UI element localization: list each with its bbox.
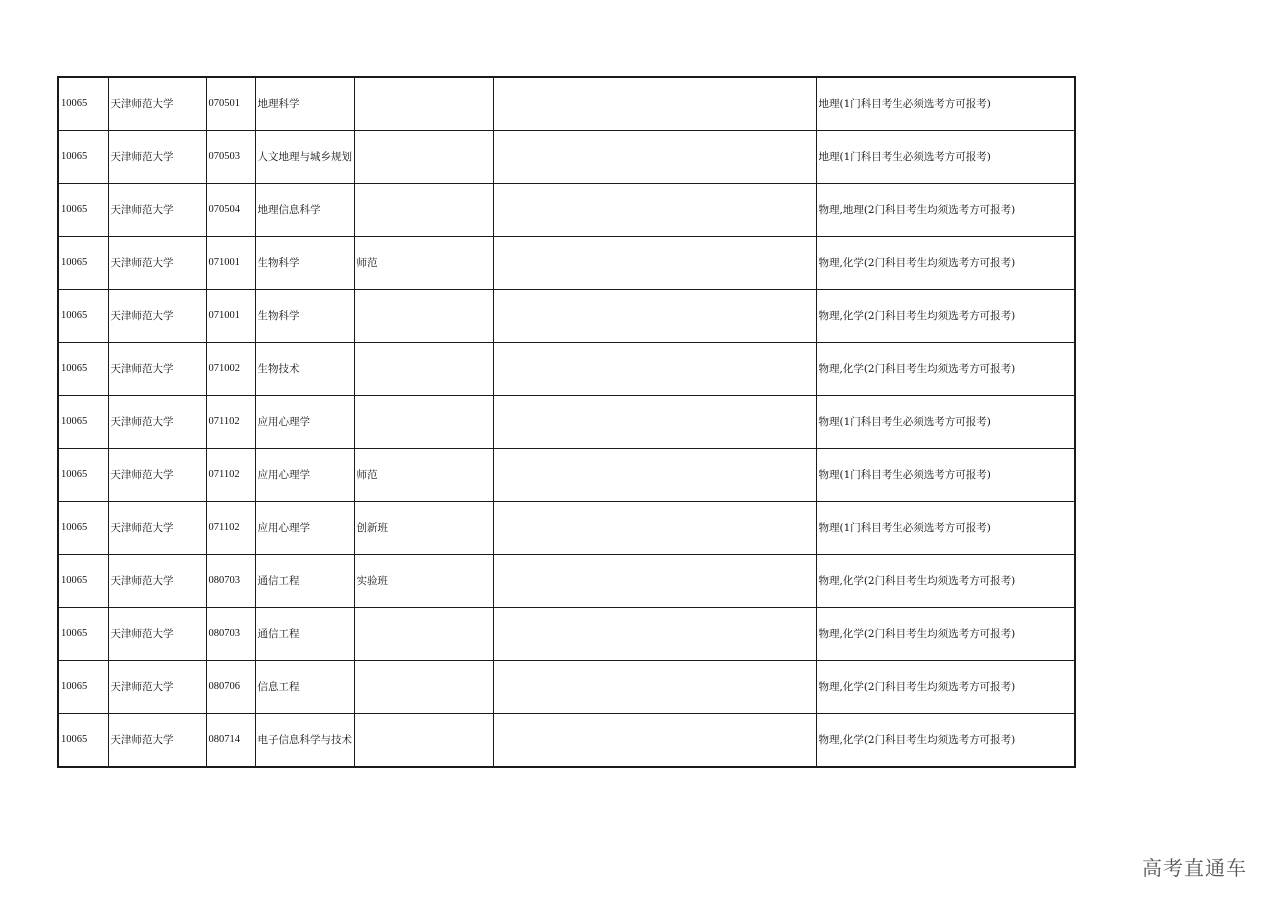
table-row (58, 131, 1075, 184)
table-row (58, 449, 1075, 502)
cell-remark (493, 184, 816, 237)
cell-major-code: 070503 (206, 131, 255, 184)
table-row (58, 237, 1075, 290)
cell-remark (493, 290, 816, 343)
cell-major-code: 071102 (206, 396, 255, 449)
cell-major-name: 生物科学 (255, 290, 354, 343)
cell-major-name: 应用心理学 (255, 396, 354, 449)
table-row (58, 290, 1075, 343)
cell-remark (493, 502, 816, 555)
cell-school-name: 天津师范大学 (108, 608, 206, 661)
cell-major-code: 071001 (206, 237, 255, 290)
table-row (58, 661, 1075, 714)
cell-major-code: 071002 (206, 343, 255, 396)
cell-subject-requirement: 地理(1门科目考生必须选考方可报考) (816, 77, 1075, 131)
cell-school-code: 10065 (58, 290, 108, 343)
subject-requirements-table (57, 76, 1076, 768)
cell-major-code: 080703 (206, 555, 255, 608)
table-row (58, 714, 1075, 768)
cell-school-code: 10065 (58, 77, 108, 131)
cell-major-code: 070504 (206, 184, 255, 237)
table-row (58, 343, 1075, 396)
cell-school-code: 10065 (58, 343, 108, 396)
cell-remark (493, 449, 816, 502)
cell-school-name: 天津师范大学 (108, 237, 206, 290)
cell-major-code: 080714 (206, 714, 255, 768)
table-row (58, 502, 1075, 555)
cell-school-name: 天津师范大学 (108, 343, 206, 396)
cell-major-name: 人文地理与城乡规划 (255, 131, 354, 184)
cell-major-name: 通信工程 (255, 608, 354, 661)
cell-major-note (354, 661, 493, 714)
cell-school-code: 10065 (58, 502, 108, 555)
cell-major-code: 071102 (206, 502, 255, 555)
cell-major-code: 071102 (206, 449, 255, 502)
cell-school-name: 天津师范大学 (108, 77, 206, 131)
cell-subject-requirement: 物理,化学(2门科目考生均须选考方可报考) (816, 343, 1075, 396)
cell-subject-requirement: 物理(1门科目考生必须选考方可报考) (816, 502, 1075, 555)
cell-remark (493, 555, 816, 608)
cell-major-note: 实验班 (354, 555, 493, 608)
cell-subject-requirement: 地理(1门科目考生必须选考方可报考) (816, 131, 1075, 184)
cell-school-name: 天津师范大学 (108, 184, 206, 237)
table-row (58, 184, 1075, 237)
cell-major-note (354, 77, 493, 131)
cell-major-name: 电子信息科学与技术 (255, 714, 354, 768)
cell-major-name: 信息工程 (255, 661, 354, 714)
cell-school-name: 天津师范大学 (108, 449, 206, 502)
cell-subject-requirement: 物理,化学(2门科目考生均须选考方可报考) (816, 714, 1075, 768)
cell-school-code: 10065 (58, 184, 108, 237)
cell-school-name: 天津师范大学 (108, 396, 206, 449)
cell-major-name: 地理科学 (255, 77, 354, 131)
cell-major-name: 地理信息科学 (255, 184, 354, 237)
cell-remark (493, 343, 816, 396)
cell-school-code: 10065 (58, 555, 108, 608)
cell-major-note (354, 343, 493, 396)
cell-remark (493, 131, 816, 184)
cell-major-name: 应用心理学 (255, 449, 354, 502)
cell-subject-requirement: 物理,化学(2门科目考生均须选考方可报考) (816, 555, 1075, 608)
cell-major-name: 生物科学 (255, 237, 354, 290)
cell-major-note (354, 184, 493, 237)
cell-subject-requirement: 物理,地理(2门科目考生均须选考方可报考) (816, 184, 1075, 237)
cell-school-code: 10065 (58, 449, 108, 502)
cell-school-name: 天津师范大学 (108, 502, 206, 555)
cell-school-name: 天津师范大学 (108, 661, 206, 714)
cell-subject-requirement: 物理,化学(2门科目考生均须选考方可报考) (816, 661, 1075, 714)
cell-major-name: 通信工程 (255, 555, 354, 608)
cell-major-code: 071001 (206, 290, 255, 343)
cell-remark (493, 661, 816, 714)
cell-remark (493, 396, 816, 449)
table-row (58, 77, 1075, 131)
cell-remark (493, 77, 816, 131)
cell-major-note (354, 608, 493, 661)
cell-major-note (354, 290, 493, 343)
cell-remark (493, 608, 816, 661)
cell-major-note (354, 131, 493, 184)
cell-major-note (354, 396, 493, 449)
table-row (58, 555, 1075, 608)
table-row (58, 396, 1075, 449)
cell-subject-requirement: 物理(1门科目考生必须选考方可报考) (816, 396, 1075, 449)
cell-major-code: 080706 (206, 661, 255, 714)
cell-subject-requirement: 物理(1门科目考生必须选考方可报考) (816, 449, 1075, 502)
cell-school-name: 天津师范大学 (108, 131, 206, 184)
cell-school-code: 10065 (58, 661, 108, 714)
watermark-text: 高考直通车 (1142, 856, 1247, 880)
cell-major-name: 生物技术 (255, 343, 354, 396)
cell-major-note: 师范 (354, 237, 493, 290)
cell-school-code: 10065 (58, 396, 108, 449)
cell-school-code: 10065 (58, 237, 108, 290)
cell-school-name: 天津师范大学 (108, 555, 206, 608)
cell-major-note (354, 714, 493, 768)
cell-school-code: 10065 (58, 714, 108, 768)
cell-school-code: 10065 (58, 131, 108, 184)
cell-major-note: 创新班 (354, 502, 493, 555)
cell-remark (493, 237, 816, 290)
cell-subject-requirement: 物理,化学(2门科目考生均须选考方可报考) (816, 237, 1075, 290)
cell-subject-requirement: 物理,化学(2门科目考生均须选考方可报考) (816, 608, 1075, 661)
cell-major-name: 应用心理学 (255, 502, 354, 555)
cell-major-note: 师范 (354, 449, 493, 502)
table-row (58, 608, 1075, 661)
cell-major-code: 070501 (206, 77, 255, 131)
cell-school-code: 10065 (58, 608, 108, 661)
cell-subject-requirement: 物理,化学(2门科目考生均须选考方可报考) (816, 290, 1075, 343)
cell-major-code: 080703 (206, 608, 255, 661)
cell-school-name: 天津师范大学 (108, 714, 206, 768)
cell-remark (493, 714, 816, 768)
cell-school-name: 天津师范大学 (108, 290, 206, 343)
